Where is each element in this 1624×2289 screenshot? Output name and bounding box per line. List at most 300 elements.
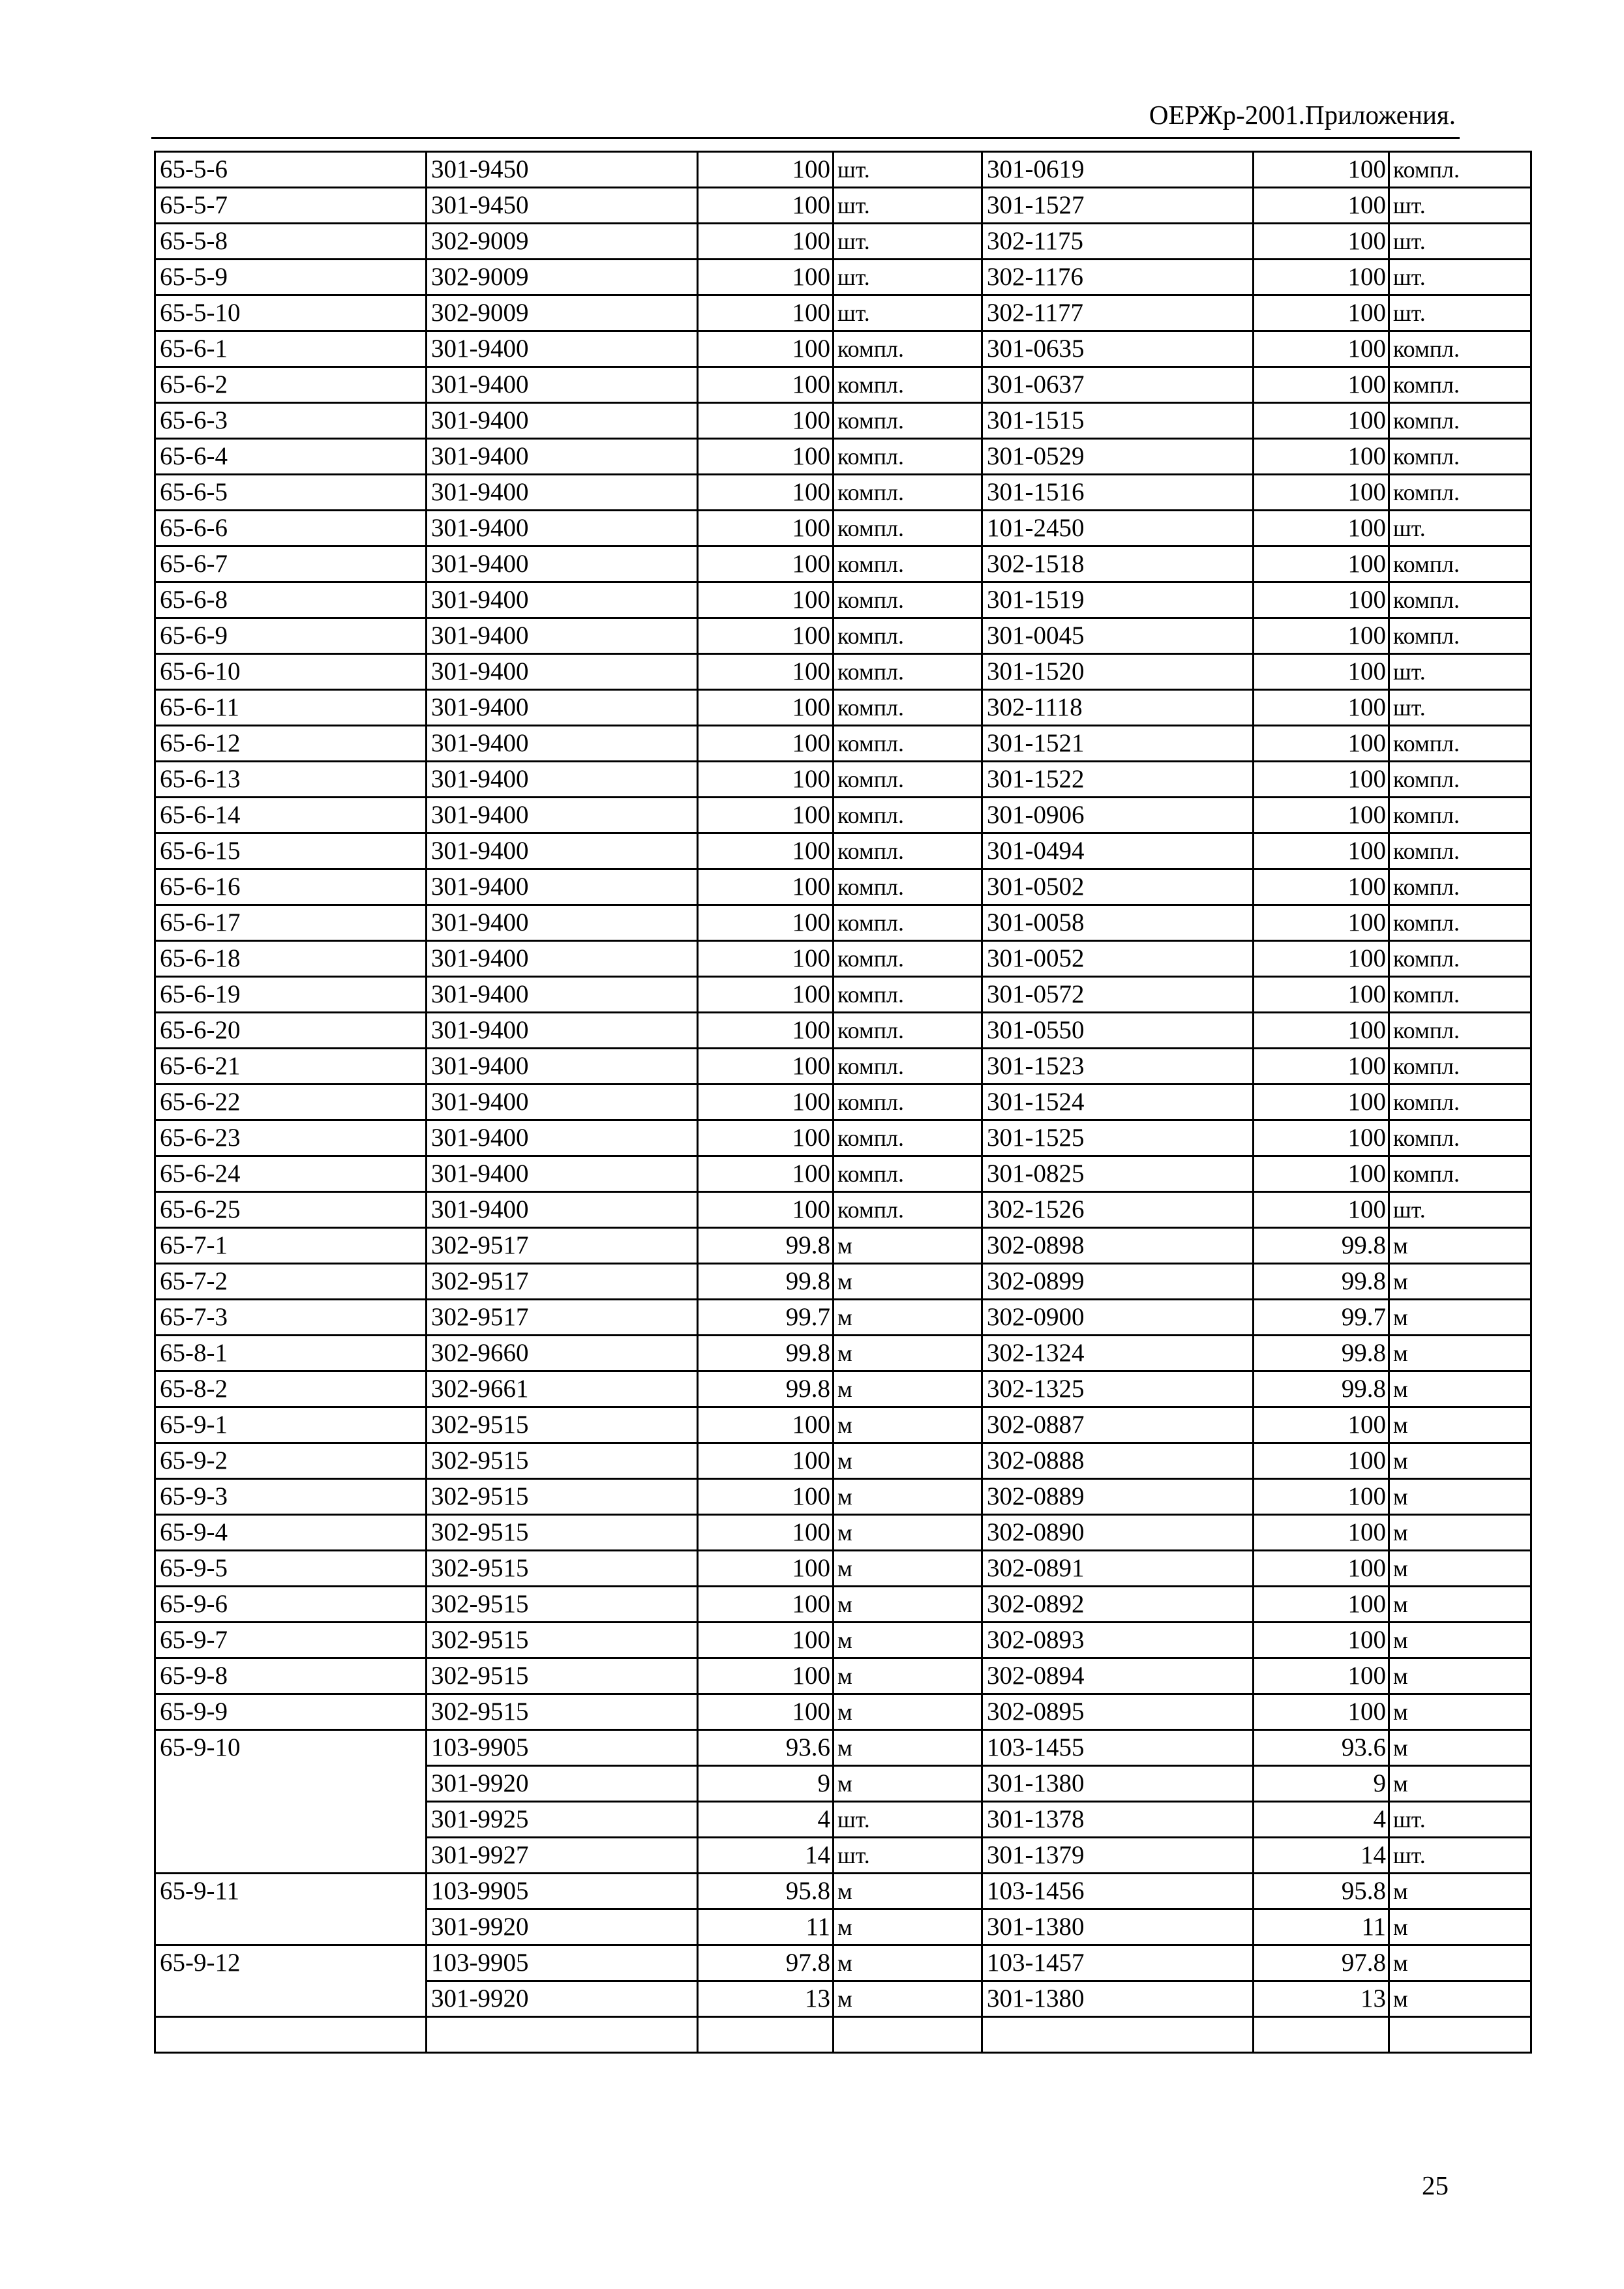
cell-new-quantity: 100 <box>1254 582 1389 618</box>
table-row <box>155 1730 1531 1766</box>
cell-unit: шт. <box>834 1802 982 1838</box>
cell-item-code: 65-5-10 <box>155 295 427 331</box>
cell-resource-code: 301-9400 <box>427 1120 698 1156</box>
cell-item-code: 65-6-9 <box>155 618 427 654</box>
cell-new-resource-code: 301-1515 <box>982 403 1254 439</box>
cell-new-unit: компл. <box>1389 1156 1531 1192</box>
cell-quantity: 100 <box>698 1479 834 1515</box>
cell-new-resource-code: 301-1380 <box>982 1909 1254 1945</box>
cell-unit: компл. <box>834 762 982 798</box>
page-header <box>151 97 1460 139</box>
cell-unit: шт. <box>834 188 982 224</box>
cell-item-code: 65-9-3 <box>155 1479 427 1515</box>
cell-quantity: 100 <box>698 1443 834 1479</box>
cell-resource-code: 301-9400 <box>427 726 698 762</box>
cell-resource-code: 302-9515 <box>427 1443 698 1479</box>
cell-quantity: 100 <box>698 1407 834 1443</box>
cell-item-code: 65-9-7 <box>155 1623 427 1658</box>
cell-new-unit: м <box>1389 1336 1531 1371</box>
cell-new-unit: компл. <box>1389 1049 1531 1085</box>
cell-new-quantity: 97.8 <box>1254 1945 1389 1981</box>
table-row <box>155 941 1531 977</box>
cell-resource-code: 103-9905 <box>427 1874 698 1909</box>
cell-new-resource-code: 301-0494 <box>982 833 1254 869</box>
table-row <box>155 2017 1531 2053</box>
cell-new-resource-code: 301-0502 <box>982 869 1254 905</box>
cell-new-unit: компл. <box>1389 403 1531 439</box>
cell-item-code: 65-6-10 <box>155 654 427 690</box>
cell-new-quantity: 100 <box>1254 1515 1389 1551</box>
cell-quantity: 100 <box>698 833 834 869</box>
cell-new-unit: м <box>1389 1264 1531 1300</box>
cell-unit: м <box>834 1766 982 1802</box>
cell-new-unit: м <box>1389 1945 1531 1981</box>
cell-new-unit: м <box>1389 1874 1531 1909</box>
cell-unit: компл. <box>834 582 982 618</box>
cell-unit: компл. <box>834 511 982 546</box>
cell-new-unit: компл. <box>1389 1085 1531 1120</box>
cell-new-resource-code: 301-0906 <box>982 798 1254 833</box>
cell-resource-code: 301-9450 <box>427 152 698 188</box>
table-row <box>155 331 1531 367</box>
cell-new-resource-code: 302-0895 <box>982 1694 1254 1730</box>
cell-quantity: 100 <box>698 798 834 833</box>
cell-quantity: 100 <box>698 475 834 511</box>
cell-unit: компл. <box>834 977 982 1013</box>
cell-new-quantity: 100 <box>1254 224 1389 260</box>
cell-new-quantity: 100 <box>1254 869 1389 905</box>
cell-item-code: 65-7-1 <box>155 1228 427 1264</box>
cell-new-unit: компл. <box>1389 475 1531 511</box>
cell-new-resource-code: 101-2450 <box>982 511 1254 546</box>
cell-new-unit: м <box>1389 1981 1531 2017</box>
cell-unit: компл. <box>834 1156 982 1192</box>
cell-new-resource-code: 301-0637 <box>982 367 1254 403</box>
cell-unit: компл. <box>834 331 982 367</box>
cell-item-code: 65-6-25 <box>155 1192 427 1228</box>
cell-unit: м <box>834 1264 982 1300</box>
cell-new-unit: м <box>1389 1228 1531 1264</box>
cell-unit: м <box>834 1551 982 1587</box>
cell-quantity: 100 <box>698 511 834 546</box>
cell-new-quantity: 100 <box>1254 1443 1389 1479</box>
cell-new-unit: м <box>1389 1587 1531 1623</box>
cell-unit: компл. <box>834 726 982 762</box>
cell-new-quantity: 100 <box>1254 941 1389 977</box>
cell-new-resource-code: 302-0888 <box>982 1443 1254 1479</box>
cell-quantity: 100 <box>698 1551 834 1587</box>
cell-new-unit: м <box>1389 1623 1531 1658</box>
cell-resource-code: 302-9515 <box>427 1551 698 1587</box>
cell-new-quantity: 100 <box>1254 1658 1389 1694</box>
cell-quantity: 13 <box>698 1981 834 2017</box>
table-row <box>155 977 1531 1013</box>
cell-item-code: 65-8-2 <box>155 1371 427 1407</box>
cell-new-quantity: 100 <box>1254 403 1389 439</box>
table-row <box>155 618 1531 654</box>
cell-new-quantity: 100 <box>1254 511 1389 546</box>
cell-unit: компл. <box>834 367 982 403</box>
cell-new-quantity: 100 <box>1254 439 1389 475</box>
cell-unit: м <box>834 1371 982 1407</box>
cell-new-unit: м <box>1389 1371 1531 1407</box>
cell-item-code: 65-6-6 <box>155 511 427 546</box>
table-row <box>155 224 1531 260</box>
cell-quantity: 100 <box>698 1013 834 1049</box>
table-row <box>155 1371 1531 1407</box>
cell-new-unit: компл. <box>1389 833 1531 869</box>
table-row <box>155 690 1531 726</box>
cell-new-resource-code: 302-0899 <box>982 1264 1254 1300</box>
cell-unit: компл. <box>834 833 982 869</box>
table-row <box>155 152 1531 188</box>
cell-item-code: 65-7-2 <box>155 1264 427 1300</box>
cell-quantity <box>698 2017 834 2053</box>
cell-resource-code: 302-9515 <box>427 1407 698 1443</box>
cell-new-quantity: 100 <box>1254 1120 1389 1156</box>
cell-item-code: 65-6-22 <box>155 1085 427 1120</box>
cell-item-code: 65-6-3 <box>155 403 427 439</box>
cell-new-resource-code: 301-1524 <box>982 1085 1254 1120</box>
cell-quantity: 100 <box>698 1049 834 1085</box>
cell-resource-code: 302-9517 <box>427 1264 698 1300</box>
cell-item-code: 65-6-13 <box>155 762 427 798</box>
cell-new-unit: шт. <box>1389 224 1531 260</box>
cell-quantity: 100 <box>698 403 834 439</box>
cell-new-unit: м <box>1389 1909 1531 1945</box>
cell-new-unit: м <box>1389 1766 1531 1802</box>
cell-quantity: 99.8 <box>698 1228 834 1264</box>
table-row <box>155 1658 1531 1694</box>
cell-resource-code: 301-9400 <box>427 833 698 869</box>
cell-resource-code: 301-9400 <box>427 1156 698 1192</box>
cell-new-unit: компл. <box>1389 977 1531 1013</box>
cell-new-quantity: 100 <box>1254 726 1389 762</box>
cell-unit: м <box>834 1443 982 1479</box>
cell-quantity: 95.8 <box>698 1874 834 1909</box>
cell-new-resource-code: 302-0890 <box>982 1515 1254 1551</box>
cell-quantity: 100 <box>698 726 834 762</box>
cell-new-quantity: 100 <box>1254 295 1389 331</box>
cell-new-resource-code: 302-0894 <box>982 1658 1254 1694</box>
cell-item-code: 65-6-17 <box>155 905 427 941</box>
cell-new-unit: компл. <box>1389 1120 1531 1156</box>
cell-resource-code: 301-9400 <box>427 367 698 403</box>
cell-item-code: 65-6-18 <box>155 941 427 977</box>
cell-item-code: 65-9-6 <box>155 1587 427 1623</box>
cell-unit <box>834 2017 982 2053</box>
table-row <box>155 1945 1531 1981</box>
table-row <box>155 475 1531 511</box>
cell-new-quantity: 100 <box>1254 475 1389 511</box>
cell-quantity: 100 <box>698 546 834 582</box>
cell-resource-code: 302-9660 <box>427 1336 698 1371</box>
cell-item-code: 65-6-2 <box>155 367 427 403</box>
table-row <box>155 1264 1531 1300</box>
cell-quantity: 100 <box>698 1694 834 1730</box>
cell-new-unit: м <box>1389 1479 1531 1515</box>
cell-new-resource-code: 301-1527 <box>982 188 1254 224</box>
cell-quantity: 100 <box>698 941 834 977</box>
cell-quantity: 14 <box>698 1838 834 1874</box>
cell-resource-code: 301-9920 <box>427 1909 698 1945</box>
table-row <box>155 260 1531 295</box>
cell-item-code: 65-6-24 <box>155 1156 427 1192</box>
cell-new-unit: м <box>1389 1694 1531 1730</box>
cell-quantity: 100 <box>698 618 834 654</box>
cell-unit: шт. <box>834 1838 982 1874</box>
cell-new-resource-code: 301-1519 <box>982 582 1254 618</box>
cell-unit: компл. <box>834 403 982 439</box>
cell-unit: компл. <box>834 941 982 977</box>
cell-item-code: 65-5-8 <box>155 224 427 260</box>
cell-new-resource-code: 103-1456 <box>982 1874 1254 1909</box>
cell-quantity: 100 <box>698 762 834 798</box>
cell-unit: компл. <box>834 618 982 654</box>
cell-new-quantity: 13 <box>1254 1981 1389 2017</box>
table-row <box>155 511 1531 546</box>
table-row <box>155 1336 1531 1371</box>
cell-item-code: 65-5-7 <box>155 188 427 224</box>
cell-new-quantity: 100 <box>1254 1587 1389 1623</box>
cell-new-resource-code: 301-1520 <box>982 654 1254 690</box>
cell-new-quantity: 100 <box>1254 1407 1389 1443</box>
cell-quantity: 100 <box>698 188 834 224</box>
cell-new-quantity: 100 <box>1254 905 1389 941</box>
cell-new-quantity: 4 <box>1254 1802 1389 1838</box>
cell-quantity: 100 <box>698 152 834 188</box>
cell-unit: компл. <box>834 654 982 690</box>
cell-quantity: 9 <box>698 1766 834 1802</box>
cell-new-unit <box>1389 2017 1531 2053</box>
cell-unit: шт. <box>834 152 982 188</box>
cell-resource-code: 301-9927 <box>427 1838 698 1874</box>
cell-resource-code: 301-9450 <box>427 188 698 224</box>
cell-unit: м <box>834 1228 982 1264</box>
cell-new-unit: м <box>1389 1300 1531 1336</box>
cell-quantity: 100 <box>698 1085 834 1120</box>
cell-unit: компл. <box>834 1192 982 1228</box>
table-row <box>155 1623 1531 1658</box>
cell-new-quantity: 100 <box>1254 188 1389 224</box>
cell-unit: м <box>834 1515 982 1551</box>
page-number: 25 <box>1422 2170 1449 2200</box>
cell-quantity: 100 <box>698 905 834 941</box>
cell-new-unit: компл. <box>1389 798 1531 833</box>
cell-quantity: 100 <box>698 690 834 726</box>
cell-new-quantity: 100 <box>1254 331 1389 367</box>
cell-unit: шт. <box>834 295 982 331</box>
cell-unit: компл. <box>834 905 982 941</box>
cell-quantity: 93.6 <box>698 1730 834 1766</box>
cell-new-quantity: 95.8 <box>1254 1874 1389 1909</box>
table-row <box>155 439 1531 475</box>
cell-resource-code: 301-9400 <box>427 977 698 1013</box>
cell-new-resource-code: 302-0893 <box>982 1623 1254 1658</box>
cell-new-resource-code: 302-1526 <box>982 1192 1254 1228</box>
table-row <box>155 295 1531 331</box>
cell-new-unit: шт. <box>1389 654 1531 690</box>
cell-new-resource-code: 302-1518 <box>982 546 1254 582</box>
table-row <box>155 833 1531 869</box>
cell-new-resource-code: 301-0550 <box>982 1013 1254 1049</box>
cell-item-code: 65-6-7 <box>155 546 427 582</box>
cell-new-quantity: 100 <box>1254 762 1389 798</box>
cell-new-unit: компл. <box>1389 152 1531 188</box>
cell-resource-code: 302-9515 <box>427 1694 698 1730</box>
cell-new-unit: шт. <box>1389 690 1531 726</box>
cell-resource-code: 301-9400 <box>427 1085 698 1120</box>
cell-new-resource-code: 301-0058 <box>982 905 1254 941</box>
cell-quantity: 100 <box>698 439 834 475</box>
cell-new-resource-code: 302-1177 <box>982 295 1254 331</box>
cell-new-resource-code: 302-0889 <box>982 1479 1254 1515</box>
cell-item-code: 65-5-9 <box>155 260 427 295</box>
cell-resource-code: 301-9400 <box>427 690 698 726</box>
cell-new-quantity: 93.6 <box>1254 1730 1389 1766</box>
cell-unit: компл. <box>834 546 982 582</box>
cell-quantity: 100 <box>698 1120 834 1156</box>
cell-unit: компл. <box>834 869 982 905</box>
cell-new-unit: м <box>1389 1730 1531 1766</box>
table-row <box>155 1479 1531 1515</box>
cell-new-quantity: 100 <box>1254 1551 1389 1587</box>
cell-quantity: 100 <box>698 654 834 690</box>
table-row <box>155 1874 1531 1909</box>
cell-quantity: 100 <box>698 582 834 618</box>
cell-quantity: 100 <box>698 1658 834 1694</box>
cell-new-unit: компл. <box>1389 618 1531 654</box>
cell-item-code: 65-6-11 <box>155 690 427 726</box>
cell-new-resource-code: 301-1380 <box>982 1766 1254 1802</box>
cell-unit: м <box>834 1300 982 1336</box>
cell-new-unit: м <box>1389 1658 1531 1694</box>
cell-resource-code: 302-9517 <box>427 1300 698 1336</box>
cell-resource-code: 301-9400 <box>427 439 698 475</box>
cell-new-resource-code: 301-0052 <box>982 941 1254 977</box>
cell-new-unit: м <box>1389 1443 1531 1479</box>
table-row <box>155 546 1531 582</box>
cell-unit: компл. <box>834 690 982 726</box>
cell-unit: м <box>834 1336 982 1371</box>
cell-new-unit: компл. <box>1389 762 1531 798</box>
cell-item-code: 65-9-12 <box>155 1945 427 2017</box>
cell-new-resource-code: 301-0619 <box>982 152 1254 188</box>
cell-unit: м <box>834 1945 982 1981</box>
cell-resource-code: 301-9925 <box>427 1802 698 1838</box>
cell-resource-code: 301-9400 <box>427 546 698 582</box>
cell-resource-code: 301-9920 <box>427 1766 698 1802</box>
cell-new-unit: м <box>1389 1407 1531 1443</box>
table-row <box>155 1300 1531 1336</box>
table-row <box>155 1085 1531 1120</box>
cell-new-resource-code: 302-0900 <box>982 1300 1254 1336</box>
cell-unit: компл. <box>834 1120 982 1156</box>
cell-resource-code: 103-9905 <box>427 1730 698 1766</box>
cell-new-resource-code: 302-1324 <box>982 1336 1254 1371</box>
cell-resource-code: 301-9400 <box>427 762 698 798</box>
cell-quantity: 100 <box>698 1156 834 1192</box>
cell-new-quantity: 100 <box>1254 1156 1389 1192</box>
table-row <box>155 1443 1531 1479</box>
table-row <box>155 188 1531 224</box>
table-row <box>155 1192 1531 1228</box>
cell-new-resource-code: 301-0529 <box>982 439 1254 475</box>
table-row <box>155 367 1531 403</box>
cell-new-quantity: 11 <box>1254 1909 1389 1945</box>
cell-unit: компл. <box>834 798 982 833</box>
cell-new-quantity: 100 <box>1254 977 1389 1013</box>
table-row <box>155 403 1531 439</box>
cell-new-resource-code: 301-1521 <box>982 726 1254 762</box>
table-row <box>155 798 1531 833</box>
cell-resource-code: 301-9400 <box>427 798 698 833</box>
cell-resource-code: 301-9400 <box>427 1192 698 1228</box>
cell-new-unit: шт. <box>1389 1838 1531 1874</box>
cell-resource-code: 302-9515 <box>427 1623 698 1658</box>
cell-new-resource-code: 301-0045 <box>982 618 1254 654</box>
cell-new-resource-code: 301-1380 <box>982 1981 1254 2017</box>
cell-unit: м <box>834 1694 982 1730</box>
cell-unit: компл. <box>834 1013 982 1049</box>
cell-new-resource-code: 302-1325 <box>982 1371 1254 1407</box>
cell-resource-code: 301-9400 <box>427 1013 698 1049</box>
cell-new-unit: компл. <box>1389 367 1531 403</box>
cell-new-unit: компл. <box>1389 1013 1531 1049</box>
cell-unit: м <box>834 1623 982 1658</box>
cell-resource-code: 301-9400 <box>427 941 698 977</box>
cell-item-code: 65-7-3 <box>155 1300 427 1336</box>
cell-new-resource-code: 301-1378 <box>982 1802 1254 1838</box>
cell-item-code: 65-6-8 <box>155 582 427 618</box>
cell-resource-code: 103-9905 <box>427 1945 698 1981</box>
cell-new-quantity: 9 <box>1254 1766 1389 1802</box>
table-row <box>155 1587 1531 1623</box>
document-title: ОЕРЖр-2001.Приложения. <box>1149 100 1456 130</box>
cell-resource-code: 302-9009 <box>427 224 698 260</box>
cell-resource-code: 301-9920 <box>427 1981 698 2017</box>
cell-resource-code: 301-9400 <box>427 475 698 511</box>
cell-new-quantity: 100 <box>1254 1479 1389 1515</box>
cell-item-code <box>155 2017 427 2053</box>
table-row <box>155 1407 1531 1443</box>
cell-new-resource-code: 302-1118 <box>982 690 1254 726</box>
cell-item-code: 65-6-19 <box>155 977 427 1013</box>
cell-new-resource-code <box>982 2017 1254 2053</box>
cell-item-code: 65-9-4 <box>155 1515 427 1551</box>
cell-new-quantity: 100 <box>1254 1049 1389 1085</box>
cell-item-code: 65-9-2 <box>155 1443 427 1479</box>
cell-new-quantity: 100 <box>1254 690 1389 726</box>
cell-new-resource-code: 103-1457 <box>982 1945 1254 1981</box>
cell-resource-code: 301-9400 <box>427 403 698 439</box>
cell-new-resource-code: 302-0892 <box>982 1587 1254 1623</box>
cell-quantity: 99.8 <box>698 1264 834 1300</box>
cell-new-unit: компл. <box>1389 869 1531 905</box>
cell-unit: шт. <box>834 224 982 260</box>
cell-item-code: 65-6-23 <box>155 1120 427 1156</box>
cell-new-quantity: 100 <box>1254 152 1389 188</box>
cell-quantity: 99.7 <box>698 1300 834 1336</box>
cell-quantity: 100 <box>698 1587 834 1623</box>
table-row <box>155 1120 1531 1156</box>
cell-item-code: 65-6-14 <box>155 798 427 833</box>
cell-item-code: 65-9-11 <box>155 1874 427 1945</box>
cell-new-unit: м <box>1389 1551 1531 1587</box>
cell-new-unit: шт. <box>1389 188 1531 224</box>
cell-item-code: 65-9-10 <box>155 1730 427 1874</box>
cell-new-unit: компл. <box>1389 726 1531 762</box>
